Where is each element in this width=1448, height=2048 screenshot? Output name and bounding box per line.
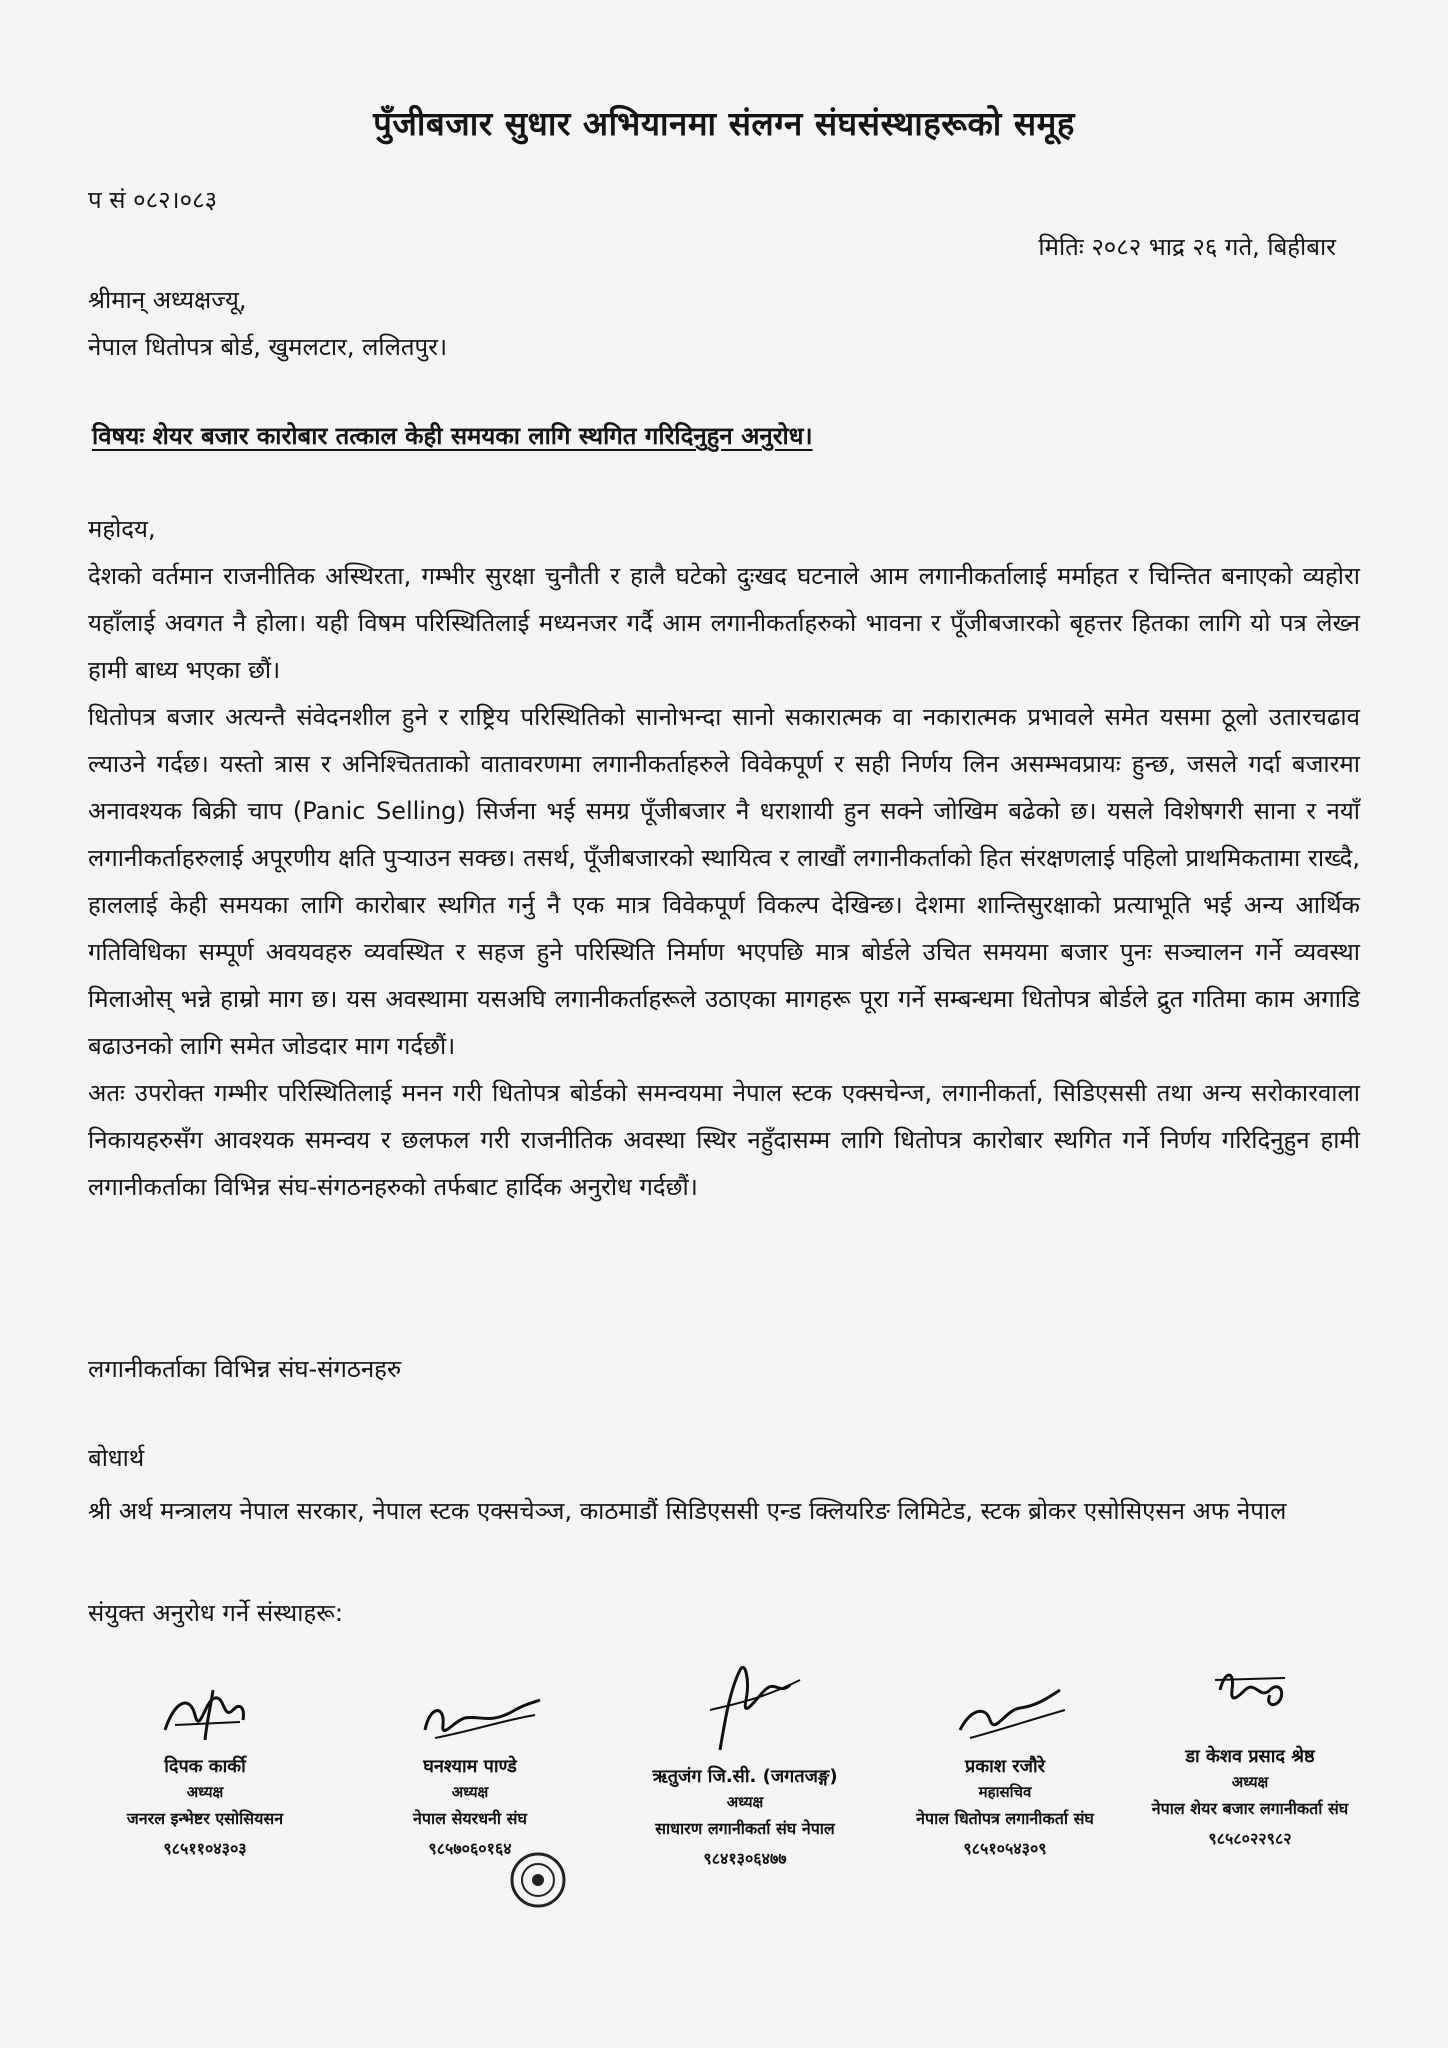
reference-number: प सं ०८२।०८३ xyxy=(88,186,218,214)
cc-heading: बोधार्थ xyxy=(88,1444,145,1472)
body-paragraph-3: अतः उपरोक्त गम्भीर परिस्थितिलाई मनन गरी धितोपत्र बोर्डको समन्वयमा नेपाल स्टक एक्सचेन्ज, लगानीकर्ता, सिडिएससी तथा अन्य सरोकारवाला निकायहरुसँग आवश्यक समन्वय र छलफल गरी राजनीतिक अवस्था स्थिर नहुँदासम्म लागि धितोपत्र कारोबार स्थगित गर्ने निर्णय गरिदिनुहुन हामी लगानीकर्ताका विभिन्न संघ-संगठनहरुको तर्फबाट हार्दिक अनुरोध गर्दछौं। xyxy=(88,1079,1360,1201)
cc-recipients: श्री अर्थ मन्त्रालय नेपाल सरकार, नेपाल स्टक एक्सचेञ्ज, काठमाडौं सिडिएससी एन्ड क्लियरिङ लिमिटेड, स्टक ब्रोकर एसोसिएसन अफ नेपाल xyxy=(88,1497,1287,1525)
handwritten-signature xyxy=(145,1680,265,1750)
handwritten-signature xyxy=(940,1680,1070,1750)
signatory-card-2 xyxy=(345,1690,595,1864)
signatory-phone: ९८५१०५४३०९ xyxy=(963,1839,1047,1858)
signatory-position: महासचिव xyxy=(978,1783,1032,1801)
signatory-organization: नेपाल सेयरधनी संघ xyxy=(413,1809,527,1828)
signature-block xyxy=(80,1660,1380,1920)
signatory-card-1 xyxy=(80,1680,330,1864)
handwritten-signature xyxy=(680,1660,810,1760)
recipient-line-2: नेपाल धितोपत्र बोर्ड, खुमलटार, ललितपुर। xyxy=(88,333,448,361)
subject-line: विषयः शेयर बजार कारोबार तत्काल केही समयका लागि स्थगित गरिदिनुहुन अनुरोध। xyxy=(92,422,813,450)
signatory-phone: ९८४१३०६४७७ xyxy=(703,1849,787,1868)
handwritten-signature xyxy=(1200,1660,1300,1740)
signatory-name: प्रकाश रजौरे xyxy=(965,1756,1045,1777)
letter-date: मितिः २०८२ भाद्र २६ गते, बिहीबार xyxy=(1038,233,1336,261)
body-paragraph-2: धितोपत्र बजार अत्यन्तै संवेदनशील हुने र राष्ट्रिय परिस्थितिको सानोभन्दा सानो सकारात्मक वा नकारात्मक प्रभावले समेत यसमा ठूलो उतारचढाव ल्याउने गर्दछ। यस्तो त्रास र अनिश्चितताको वातावरणमा लगानीकर्ताहरुले विवेकपूर्ण र सही निर्णय लिन असम्भवप्रायः हुन्छ, जसले गर्दा बजारमा अनावश्यक बिक्री चाप (Panic Selling) सिर्जना भई समग्र पूँजीबजार नै धराशायी हुन सक्ने जोखिम बढेको छ। यसले विशेषगरी साना र नयाँ लगानीकर्ताहरुलाई अपूरणीय क्षति पुऱ्याउन सक्छ। तसर्थ, पूँजीबजारको स्थायित्व र लाखौं लगानीकर्ताको हित संरक्षणलाई पहिलो प्राथमिकतामा राख्दै, हाललाई केही समयका लागि कारोबार स्थगित गर्नु नै एक मात्र विवेकपूर्ण विकल्प देखिन्छ। देशमा शान्तिसुरक्षाको प्रत्याभूति भई अन्य आर्थिक गतिविधिका सम्पूर्ण अवयवहरु व्यवस्थित र सहज हुने परिस्थिति निर्माण भएपछि मात्र बोर्डले उचित समयमा बजार पुनः सञ्चालन गर्ने व्यवस्था मिलाओस् भन्ने हाम्रो माग छ। यस अवस्थामा यसअघि लगानीकर्ताहरूले उठाएका मागहरू पूरा गर्ने सम्बन्धमा धितोपत्र बोर्डले द्रुत गतिमा काम अगाडि बढाउनको लागि समेत जोडदार माग गर्दछौं। xyxy=(88,703,1360,1060)
signatory-card-5 xyxy=(1120,1660,1380,1854)
joint-signatories-label: संयुक्त अनुरोध गर्ने संस्थाहरू: xyxy=(88,1599,343,1627)
signatory-position: अध्यक्ष xyxy=(451,1783,489,1801)
signatory-organization: नेपाल शेयर बजार लगानीकर्ता संघ xyxy=(1151,1799,1349,1818)
signatory-name: घनश्याम पाण्डे xyxy=(423,1756,517,1777)
signatory-position: अध्यक्ष xyxy=(1231,1773,1269,1791)
closing-line: लगानीकर्ताका विभिन्न संघ-संगठनहरु xyxy=(88,1355,402,1383)
signatory-organization: नेपाल धितोपत्र लगानीकर्ता संघ xyxy=(916,1809,1094,1828)
signatory-phone: ९८५७०६०१६४ xyxy=(428,1839,512,1858)
signatory-phone: ९८५८०२२९८२ xyxy=(1208,1829,1292,1848)
signatory-name: डा केशव प्रसाद श्रेष्ठ xyxy=(1185,1746,1315,1767)
signatory-organization: जनरल इन्भेष्टर एसोसियसन xyxy=(126,1809,284,1828)
salutation: महोदय, xyxy=(88,515,156,543)
signatory-position: अध्यक्ष xyxy=(186,1783,224,1801)
signatory-name: दिपक कार्की xyxy=(164,1756,246,1777)
signatory-card-4 xyxy=(880,1680,1130,1864)
signatory-card-3 xyxy=(610,1660,880,1874)
recipient-line-1: श्रीमान् अध्यक्षज्यू, xyxy=(88,286,247,314)
signatory-organization: साधारण लगानीकर्ता संघ नेपाल xyxy=(655,1819,835,1838)
signatory-position: अध्यक्ष xyxy=(726,1793,764,1811)
body-paragraph-1: देशको वर्तमान राजनीतिक अस्थिरता, गम्भीर सुरक्षा चुनौती र हालै घटेको दुःखद घटनाले आम लगानीकर्तालाई मर्माहत र चिन्तित बनाएको व्यहोरा यहाँलाई अवगत नै होला। यही विषम परिस्थितिलाई मध्यनजर गर्दै आम लगानीकर्ताहरुको भावना र पूँजीबजारको बृहत्तर हितका लागि यो पत्र लेख्न हामी बाध्य भएका छौं। xyxy=(88,562,1360,684)
signatory-name: ऋतुजंग जि.सी. (जगतजङ्ग) xyxy=(652,1766,838,1787)
signatory-phone: ९८५११०४३०३ xyxy=(163,1839,247,1858)
letterhead-title: पुँजीबजार सुधार अभियानमा संलग्न संघसंस्थाहरूको समूह xyxy=(373,104,1075,143)
organization-seal-stamp xyxy=(508,1850,568,1910)
handwritten-signature xyxy=(395,1690,545,1750)
letter-body xyxy=(88,553,1360,1211)
